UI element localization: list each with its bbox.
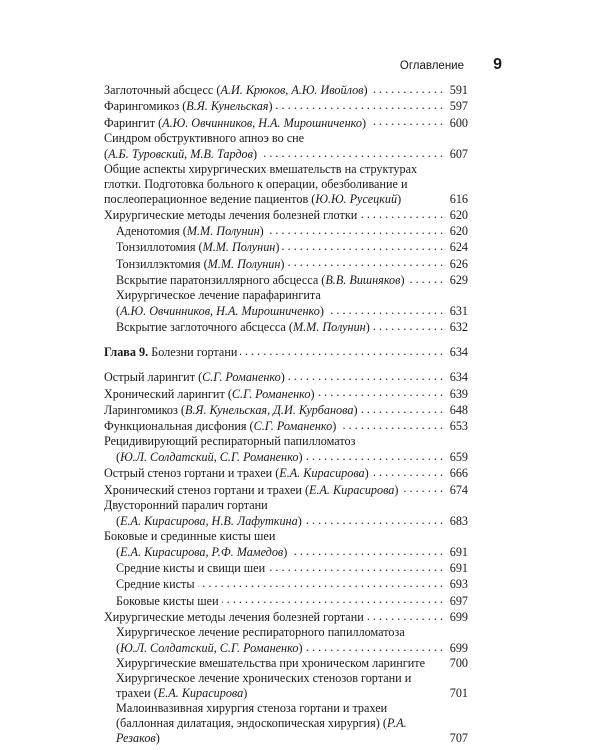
toc-entry-authors: Ю.Л. Солдатский, С.Г. Романенко bbox=[120, 640, 299, 655]
leader-dots bbox=[306, 640, 444, 652]
toc-entry-title: Фарингит bbox=[104, 115, 156, 130]
toc-entry-authors: А.Б. Туровский, М.В. Тардов bbox=[108, 146, 253, 161]
leader-dots bbox=[287, 255, 443, 267]
toc-entry-title: Малоинвазивная хирургия стеноза гортани и трахеи (баллонная дилатация, эндоскопическая хирургия) bbox=[116, 700, 388, 730]
toc-entry-page: 597 bbox=[449, 99, 468, 114]
toc-entry-page: 626 bbox=[449, 256, 468, 271]
toc-entry-authors: С.Г. Романенко bbox=[231, 386, 311, 401]
toc-entry-authors: А.Ю. Овчинников, Н.А. Мирошниченко bbox=[162, 115, 362, 130]
toc-entry-page: 632 bbox=[449, 320, 468, 335]
toc-entry[interactable] bbox=[104, 576, 468, 592]
toc-entry-page: 607 bbox=[449, 146, 468, 161]
toc-entry-page: 620 bbox=[449, 224, 468, 239]
toc-entry[interactable]: Тонзиллотомия ( М.М. Полунин ) . . . 624 bbox=[104, 239, 468, 255]
leader-dots bbox=[305, 513, 443, 525]
toc-entry-page: 699 bbox=[449, 609, 468, 624]
toc-entry-page: 624 bbox=[449, 240, 468, 255]
leader-dots bbox=[288, 369, 443, 381]
toc-entry[interactable]: Ларингомикоз ( В.Я. Кунельская, Д.И. Курбанова ) . . . 648 bbox=[104, 402, 468, 418]
toc-entry-title: Хирургическое лечение респираторного папилломатоза bbox=[116, 624, 405, 639]
toc-entry[interactable]: Хронический ларингит ( С.Г. Романенко ) . . . 639 bbox=[104, 385, 468, 401]
toc-entry-authors: А.И. Крюков, А.Ю. Ивойлов bbox=[220, 83, 364, 98]
toc-entry-authors: Е.А. Кирасирова bbox=[279, 466, 365, 481]
leader-dots bbox=[339, 418, 443, 430]
leader-dots bbox=[408, 272, 443, 284]
toc-entry-page: 693 bbox=[449, 577, 468, 592]
toc-entry-page: 683 bbox=[449, 513, 468, 528]
toc-entry-title: Боковые кисты шеи bbox=[116, 593, 219, 608]
toc-entry[interactable]: Вскрытие паратонзиллярного абсцесса ( В.В. Вишняков ) . . . 629 bbox=[104, 272, 468, 288]
leader-dots bbox=[282, 239, 443, 251]
toc-entry-title: Тонзиллэктомия bbox=[116, 256, 201, 271]
toc-entry[interactable] bbox=[104, 592, 468, 608]
toc-entry[interactable] bbox=[104, 656, 468, 671]
toc-entry[interactable]: Хронический стеноз гортани и трахеи ( Е.А. Кирасирова ) . . . 674 bbox=[104, 481, 468, 497]
toc-entry-page: 631 bbox=[449, 303, 468, 318]
toc-entry-page: 707 bbox=[449, 730, 468, 745]
toc-entry-page: 620 bbox=[449, 207, 468, 222]
toc-entry-authors: В.В. Вишняков bbox=[325, 272, 401, 287]
toc-entry[interactable]: Аденотомия ( М.М. Полунин ) . . . 620 bbox=[104, 223, 468, 239]
leader-dots bbox=[401, 481, 443, 493]
toc-entry-title: Фарингомикоз bbox=[104, 99, 180, 114]
toc-entry-page: 666 bbox=[449, 466, 468, 481]
toc-entry-title: Вскрытие заглоточного абсцесса bbox=[116, 320, 286, 335]
toc-entry-page: 700 bbox=[449, 655, 468, 670]
toc-entry-title: Хронический ларингит bbox=[104, 386, 225, 401]
toc-entry-title: Хронический стеноз гортани и трахеи bbox=[104, 482, 302, 497]
leader-dots bbox=[361, 402, 443, 414]
toc-entry-page: 674 bbox=[449, 482, 468, 497]
toc-entry-authors: М.М. Полунин bbox=[186, 224, 260, 239]
leader-dots bbox=[373, 319, 443, 331]
leader-dots bbox=[367, 609, 443, 621]
toc-entry[interactable]: Функциональная дисфония ( С.Г. Романенко ) . . . 653 bbox=[104, 418, 468, 434]
leader-dots bbox=[371, 82, 443, 94]
toc-entry-title: Хирургические вмешательства при хроническом ларингите bbox=[116, 655, 425, 670]
toc-entry[interactable] bbox=[104, 609, 468, 625]
toc-entry[interactable]: Тонзиллэктомия ( М.М. Полунин ) . . . 626 bbox=[104, 255, 468, 271]
toc-entry[interactable]: Фарингомикоз ( В.Я. Кунельская ) . . . 597 bbox=[104, 98, 468, 114]
toc-entry-page: 691 bbox=[449, 561, 468, 576]
toc-entry[interactable]: Фарингит ( А.Ю. Овчинников, Н.А. Мирошниченко ) . . . 600 bbox=[104, 114, 468, 130]
leader-dots bbox=[268, 560, 443, 572]
leader-dots bbox=[240, 344, 443, 356]
toc-entry-title: Тонзиллотомия bbox=[116, 240, 196, 255]
toc-chapter[interactable] bbox=[104, 344, 468, 360]
toc-entry[interactable]: Заглоточный абсцесс ( А.И. Крюков, А.Ю. Ивойлов ) . . . 591 bbox=[104, 82, 468, 98]
toc-entry-authors: С.Г. Романенко bbox=[202, 370, 281, 385]
toc-entry-page: 701 bbox=[449, 685, 468, 700]
leader-dots bbox=[318, 385, 443, 397]
toc-entry[interactable]: Боковые и срединные кисты шеи ( Е.А. Кирасирова, Р.Ф. Мамедов ) . . . 691 bbox=[104, 529, 468, 560]
toc-entry-page: 699 bbox=[449, 640, 468, 655]
leader-dots bbox=[198, 576, 443, 588]
toc-entry[interactable]: Рецидивирующий респираторный папилломатоз ( Ю.Л. Солдатский, С.Г. Романенко ) . . . 659 bbox=[104, 434, 468, 465]
leader-dots bbox=[267, 223, 443, 235]
leader-dots bbox=[369, 114, 443, 126]
toc-entry-authors: Е.А. Кирасирова, Н.В. Лафуткина bbox=[120, 513, 298, 528]
toc-entry-title: Средние кисты и свищи шеи bbox=[116, 561, 266, 576]
toc-entry-authors: В.Я. Кунельская, Д.И. Курбанова bbox=[184, 402, 354, 417]
page-header bbox=[100, 56, 502, 76]
toc-entry-authors: М.М. Полунин bbox=[292, 320, 366, 335]
toc-entry[interactable]: Острый стеноз гортани и трахеи ( Е.А. Кирасирова ) . . . 666 bbox=[104, 465, 468, 481]
toc-entry-authors: М.М. Полунин bbox=[207, 256, 281, 271]
toc-entry-title: Заглоточный абсцесс bbox=[104, 83, 214, 98]
toc-entry-title: Острый ларингит bbox=[104, 370, 196, 385]
leader-dots bbox=[260, 146, 443, 158]
toc-entry-authors: А.Ю. Овчинников, Н.А. Мирошниченко bbox=[120, 303, 320, 318]
toc-entry-title: Аденотомия bbox=[116, 224, 180, 239]
toc-entry-title: Ларингомикоз bbox=[104, 402, 178, 417]
toc-entry-title: Вскрытие паратонзиллярного абсцесса bbox=[116, 272, 319, 287]
toc-entry-title: Хирургическое лечение парафарингита bbox=[116, 287, 321, 302]
toc-entry-title: Хирургические методы лечения болезней гортани bbox=[104, 609, 364, 624]
leader-dots bbox=[222, 592, 443, 604]
toc-entry-page: 648 bbox=[449, 402, 468, 417]
leader-dots bbox=[327, 303, 443, 315]
leader-dots bbox=[276, 98, 443, 110]
toc-entry[interactable] bbox=[104, 207, 468, 223]
table-of-contents bbox=[104, 82, 468, 746]
toc-entry-title: Средние кисты bbox=[116, 577, 195, 592]
toc-entry[interactable]: Хирургическое лечение хронических стенозов гортани и трахеи (Е.А. Кирасирова) 701 bbox=[116, 670, 468, 700]
toc-entry-title: Рецидивирующий респираторный папилломатоз bbox=[104, 434, 356, 448]
toc-entry-page: 653 bbox=[449, 419, 468, 433]
chapter-label: Глава 9. bbox=[104, 345, 149, 360]
toc-entry-page: 634 bbox=[449, 370, 468, 385]
toc-entry-page: 659 bbox=[449, 450, 468, 465]
leader-dots bbox=[306, 449, 444, 461]
toc-entry-authors: Е.А. Кирасирова bbox=[157, 685, 244, 700]
toc-entry-page: 697 bbox=[449, 593, 468, 608]
toc-entry-title: Двусторонний паралич гортани bbox=[104, 497, 268, 512]
toc-entry-page: 600 bbox=[449, 115, 468, 130]
toc-entry-page: 591 bbox=[449, 83, 468, 98]
leader-dots bbox=[372, 465, 443, 477]
toc-entry-page: 629 bbox=[449, 272, 468, 287]
toc-entry-authors: Е.А. Кирасирова bbox=[309, 482, 395, 497]
page-number: 9 bbox=[493, 56, 502, 73]
toc-entry-title: Боковые и срединные кисты шеи bbox=[104, 528, 276, 543]
leader-dots bbox=[360, 207, 443, 219]
toc-entry-page: 616 bbox=[449, 191, 468, 206]
toc-entry[interactable]: Двусторонний паралич гортани ( Е.А. Кирасирова, Н.В. Лафуткина ) . . . 683 bbox=[104, 498, 468, 529]
toc-entry[interactable]: Малоинвазивная хирургия стеноза гортани и трахеи (баллонная дилатация, эндоскопическая хирургия) (Р.А. Резаков) 707 bbox=[116, 700, 468, 745]
toc-entry[interactable]: Острый ларингит ( С.Г. Романенко ) . . . 634 bbox=[104, 369, 468, 385]
leader-dots bbox=[290, 544, 443, 556]
toc-entry-page: 691 bbox=[449, 544, 468, 559]
toc-entry-title: Хирургическое лечение хронических стенозов гортани и трахеи bbox=[116, 670, 412, 700]
toc-entry-title: Общие аспекты хирургических вмешательств на структурах глотки. Подготовка больного к операции, обезболивание и послеоперационное ведение пациентов bbox=[104, 161, 418, 206]
toc-entry-title: Острый стеноз гортани и трахеи bbox=[104, 466, 273, 481]
toc-entry-authors: В.Я. Кунельская bbox=[186, 99, 269, 114]
toc-entry-title: Хирургические методы лечения болезней глотки bbox=[104, 207, 358, 222]
toc-entry-page: 639 bbox=[449, 386, 468, 401]
toc-entry-page: 634 bbox=[449, 345, 468, 360]
toc-entry-authors: Е.А. Кирасирова, Р.Ф. Мамедов bbox=[120, 544, 284, 559]
toc-entry-authors: Р.А. Резаков bbox=[116, 715, 407, 745]
toc-entry[interactable] bbox=[104, 560, 468, 576]
toc-entry-authors: М.М. Полунин bbox=[202, 240, 276, 255]
toc-entry-title: Функциональная дисфония bbox=[104, 419, 247, 433]
toc-entry[interactable]: Хирургическое лечение парафарингита ( А.Ю. Овчинников, Н.А. Мирошниченко ) . . . 631 bbox=[104, 288, 468, 319]
toc-entry-authors: С.Г. Романенко bbox=[253, 419, 333, 433]
running-head: Оглавление bbox=[399, 60, 464, 72]
toc-entry-title: Болезни гортани bbox=[151, 345, 238, 360]
toc-entry[interactable]: Вскрытие заглоточного абсцесса ( М.М. Полунин ) . . . 632 bbox=[104, 319, 468, 335]
toc-entry[interactable]: Хирургическое лечение респираторного папилломатоза ( Ю.Л. Солдатский, С.Г. Романенко ) . . . 699 bbox=[104, 625, 468, 656]
toc-entry[interactable]: Синдром обструктивного апноэ во сне ( А.Б. Туровский, М.В. Тардов ) . . . 607 bbox=[104, 131, 468, 162]
toc-entry-authors: Ю.Ю. Русецкий bbox=[315, 191, 398, 206]
toc-entry-title: Синдром обструктивного апноэ во сне bbox=[104, 130, 305, 145]
toc-entry-authors: Ю.Л. Солдатский, С.Г. Романенко bbox=[120, 450, 299, 465]
toc-entry[interactable]: Общие аспекты хирургических вмешательств на структурах глотки. Подготовка больного к операции, обезболивание и послеоперационное ведение пациентов (Ю.Ю. Русецкий) 616 bbox=[104, 161, 468, 206]
